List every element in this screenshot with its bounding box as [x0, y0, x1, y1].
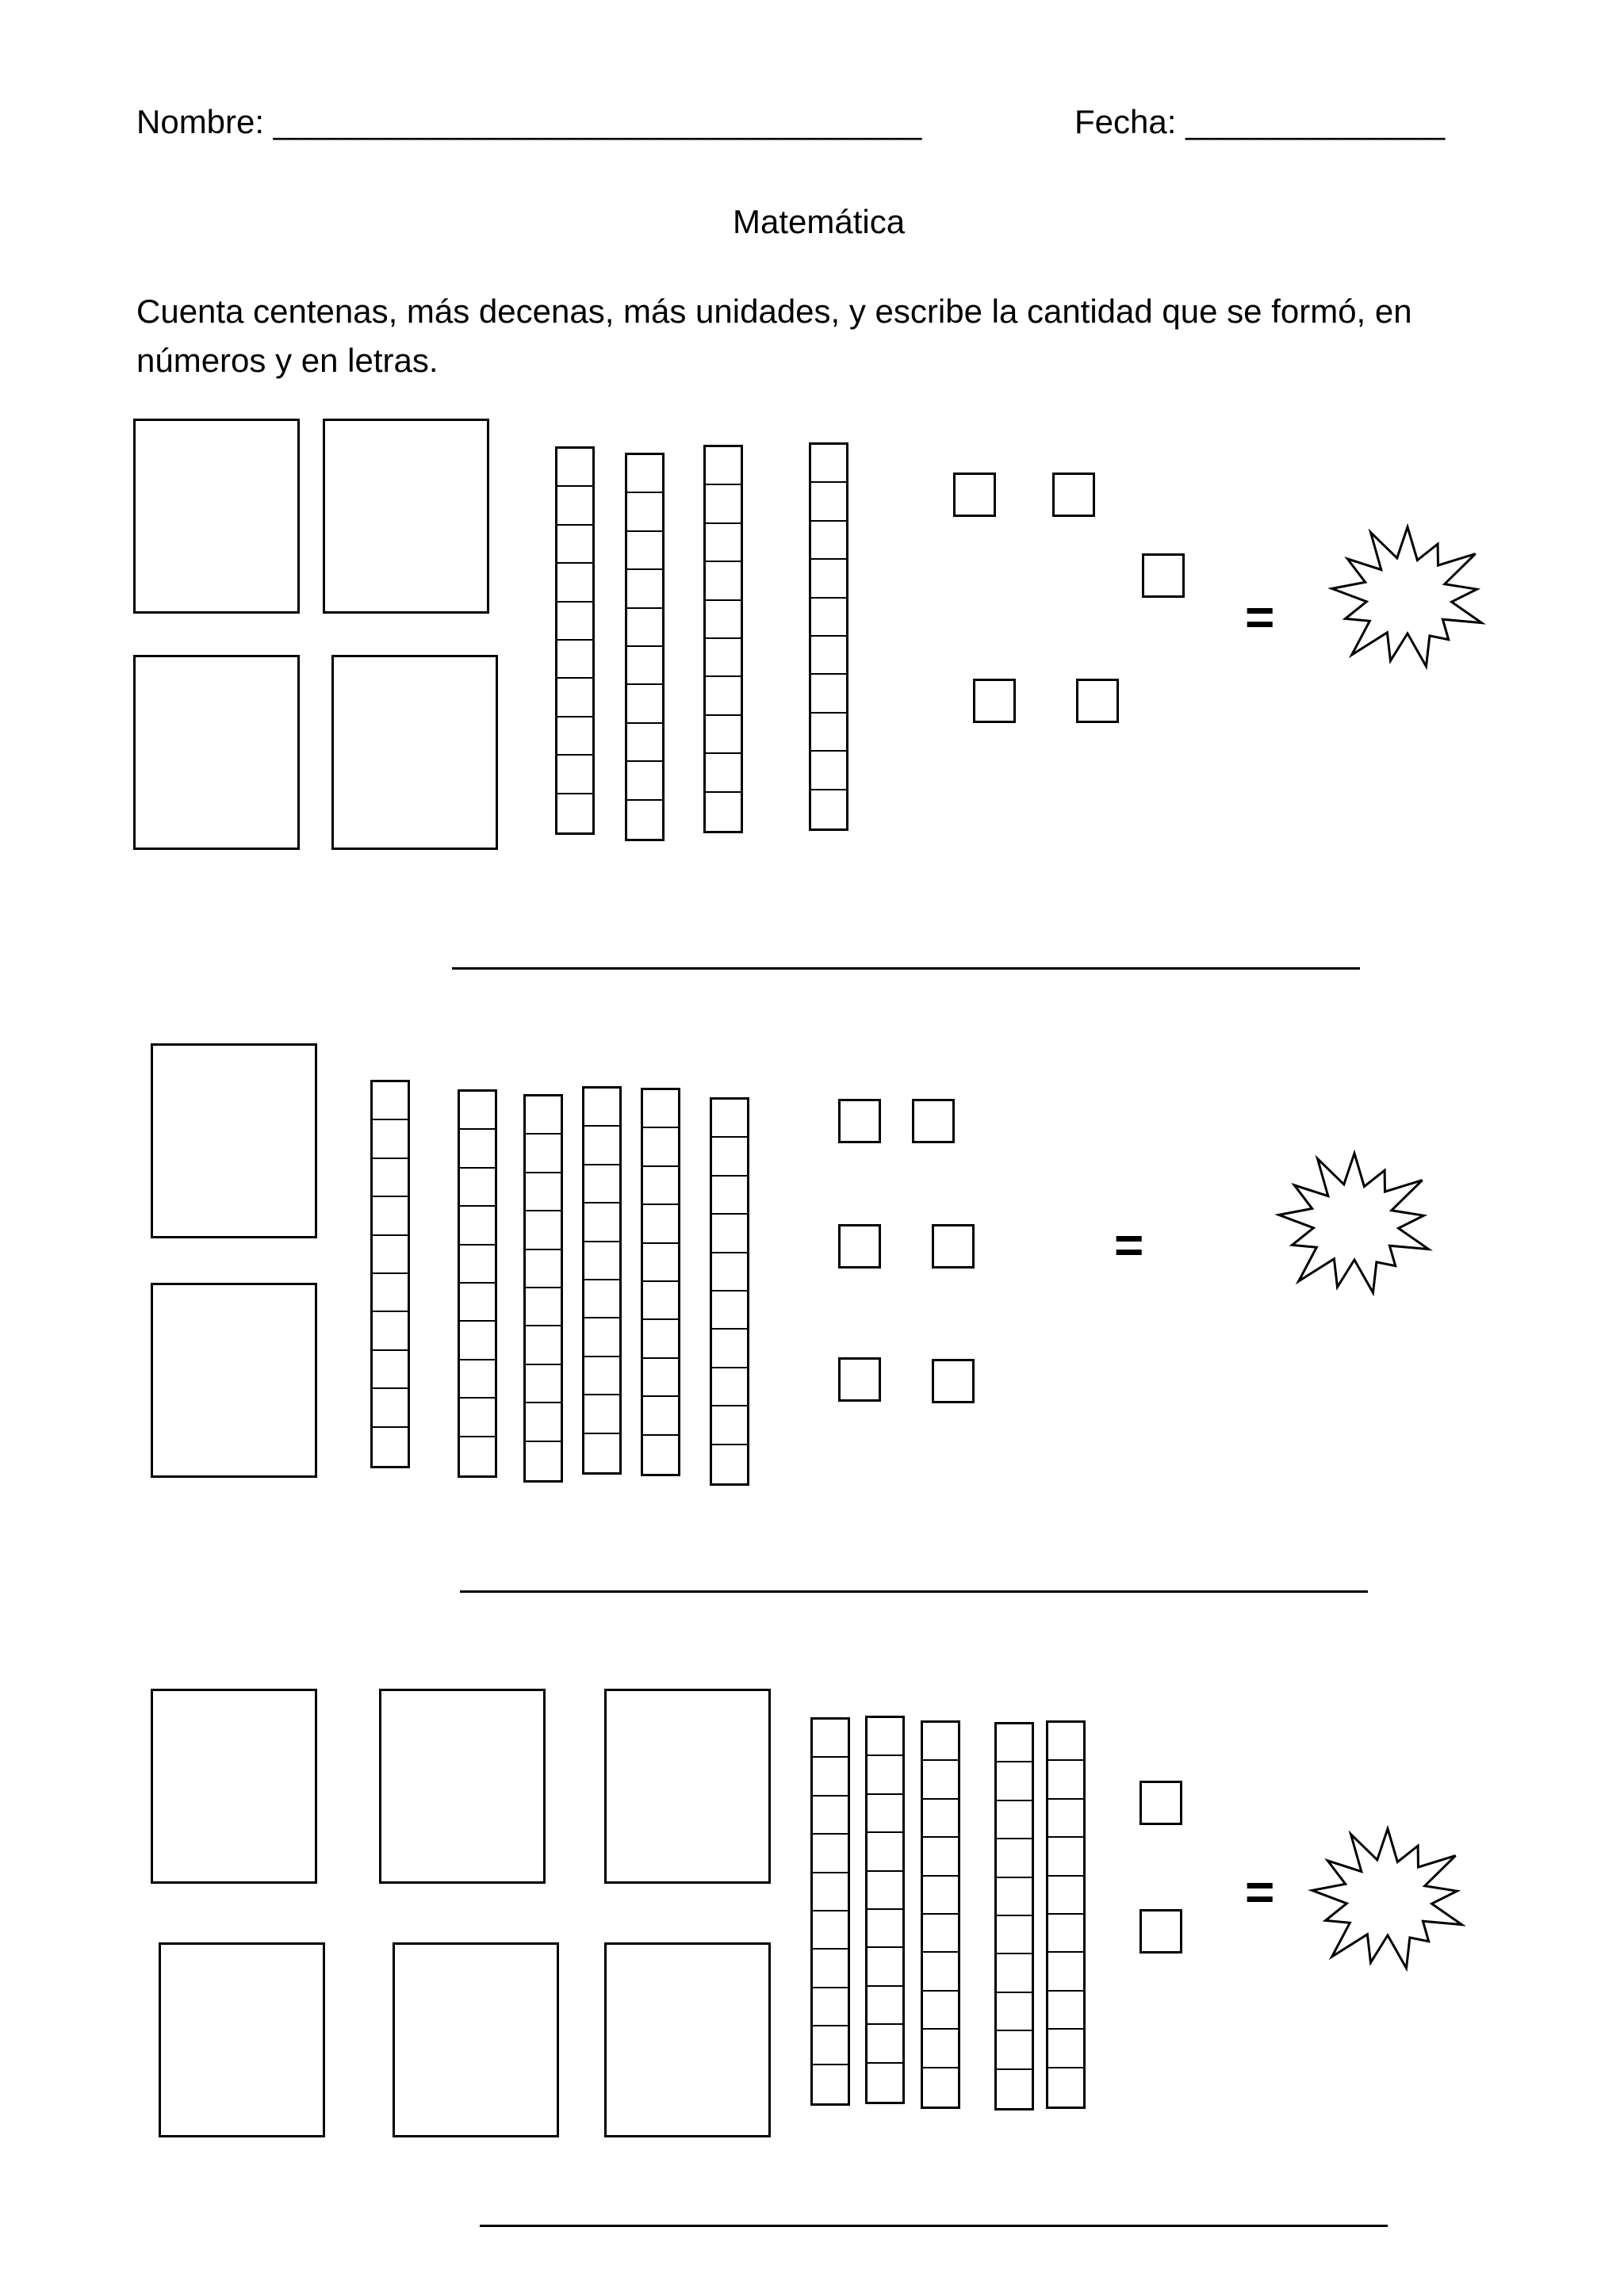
ten-rod-cell: [706, 754, 741, 792]
ten-rod: [458, 1089, 497, 1478]
ten-rod-cell: [712, 1330, 747, 1368]
ten-rod-cell: [643, 1397, 678, 1435]
ten-rod-cell: [584, 1434, 619, 1472]
hundred-block: [379, 1689, 546, 1884]
unit-cube: [1076, 679, 1119, 723]
ten-rod-cell: [460, 1360, 495, 1399]
ten-rod-cell: [557, 487, 592, 525]
ten-rod-cell: [811, 675, 846, 713]
ten-rod-cell: [712, 1292, 747, 1330]
ten-rod-cell: [813, 1873, 848, 1911]
hundred-block: [133, 655, 300, 850]
ten-rod-cell: [557, 449, 592, 487]
ten-rod-cell: [557, 794, 592, 832]
ten-rod-cell: [706, 639, 741, 677]
ten-rod-cell: [584, 1203, 619, 1242]
unit-cube: [1139, 1909, 1182, 1954]
ten-rod-cell: [584, 1089, 619, 1127]
ten-rod-cell: [712, 1368, 747, 1406]
ten-rod-cell: [813, 1950, 848, 1988]
ten-rod-cell: [627, 647, 662, 685]
ten-rod-cell: [811, 752, 846, 790]
ten-rod-cell: [813, 1988, 848, 2026]
ten-rod: [555, 446, 595, 835]
ten-rod-cell: [923, 1800, 958, 1838]
ten-rod-cell: [557, 603, 592, 641]
ten-rod-cell: [460, 1284, 495, 1322]
ten-rod-cell: [557, 718, 592, 756]
ten-rod-cell: [643, 1282, 678, 1320]
ten-rod-cell: [627, 801, 662, 839]
ten-rod-cell: [997, 1801, 1032, 1839]
hundred-block: [133, 419, 300, 614]
ten-rod-cell: [373, 1159, 408, 1197]
ten-rod-cell: [706, 485, 741, 523]
ten-rod-cell: [557, 564, 592, 602]
hundred-block: [331, 655, 498, 850]
ten-rod-cell: [813, 1835, 848, 1873]
ten-rod: [994, 1722, 1034, 2110]
ten-rod-cell: [1048, 1838, 1083, 1876]
ten-rod-cell: [868, 1910, 902, 1948]
ten-rod-cell: [584, 1318, 619, 1357]
ten-rod-cell: [373, 1312, 408, 1350]
ten-rod-cell: [997, 1993, 1032, 2031]
ten-rod-cell: [706, 793, 741, 831]
ten-rod-cell: [1048, 1800, 1083, 1838]
ten-rod-cell: [811, 522, 846, 560]
ten-rod-cell: [811, 445, 846, 483]
hundred-block: [159, 1942, 325, 2137]
ten-rod-cell: [712, 1100, 747, 1138]
ten-rod-cell: [997, 1916, 1032, 1954]
unit-cube: [838, 1357, 881, 1402]
ten-rod-cell: [813, 2065, 848, 2103]
answer-burst: [1320, 514, 1495, 680]
starburst-outline: [1332, 527, 1482, 667]
ten-rod-cell: [813, 1758, 848, 1796]
ten-rod-cell: [627, 493, 662, 531]
starburst-outline: [1279, 1154, 1429, 1293]
ten-rod-cell: [923, 1838, 958, 1876]
ten-rod-cell: [712, 1177, 747, 1215]
ten-rod-cell: [584, 1242, 619, 1280]
ten-rod-cell: [923, 1877, 958, 1915]
hundred-block: [151, 1689, 317, 1884]
ten-rod-cell: [460, 1092, 495, 1130]
instructions: Cuenta centenas, más decenas, más unidades, y escribe la cantidad que se formó, en números y en letras.: [136, 293, 1412, 379]
unit-cube: [973, 679, 1016, 723]
page-title: Matemática: [733, 203, 906, 240]
ten-rod-cell: [997, 1762, 1032, 1800]
equals-sign: =: [1114, 1216, 1144, 1273]
unit-cube: [1139, 1781, 1182, 1825]
answer-burst: [1267, 1140, 1442, 1307]
ten-rod: [710, 1097, 749, 1486]
ten-rod-cell: [584, 1395, 619, 1433]
answer-line[interactable]: [480, 2225, 1388, 2227]
ten-rod-cell: [460, 1322, 495, 1360]
ten-rod-cell: [706, 447, 741, 485]
hundred-block: [604, 1689, 771, 1884]
ten-rod-cell: [712, 1138, 747, 1176]
unit-cube: [1142, 553, 1185, 598]
ten-rod-cell: [373, 1236, 408, 1274]
ten-rod-cell: [643, 1128, 678, 1166]
ten-rod-cell: [712, 1215, 747, 1253]
ten-rod-cell: [526, 1442, 561, 1480]
ten-rod-cell: [643, 1359, 678, 1397]
ten-rod: [1046, 1720, 1086, 2109]
ten-rod: [809, 442, 848, 831]
hundred-block: [604, 1942, 771, 2137]
ten-rod-cell: [460, 1437, 495, 1475]
unit-cube: [1052, 473, 1095, 517]
ten-rod-cell: [643, 1167, 678, 1205]
ten-rod-cell: [811, 790, 846, 828]
unit-cube: [953, 473, 996, 517]
ten-rod-cell: [1048, 1723, 1083, 1761]
ten-rod-cell: [868, 2064, 902, 2102]
ten-rod: [865, 1716, 905, 2104]
ten-rod-cell: [706, 677, 741, 715]
ten-rod-cell: [460, 1246, 495, 1284]
ten-rod-cell: [460, 1169, 495, 1207]
ten-rod-cell: [1048, 1953, 1083, 1991]
hundred-block: [151, 1283, 317, 1478]
ten-rod-cell: [811, 483, 846, 521]
ten-rod-cell: [997, 1724, 1032, 1762]
ten-rod-cell: [1048, 1877, 1083, 1915]
ten-rod-cell: [460, 1207, 495, 1245]
ten-rod-cell: [868, 1872, 902, 1910]
ten-rod-cell: [706, 716, 741, 754]
ten-rod-cell: [706, 562, 741, 600]
ten-rod-cell: [868, 1718, 902, 1756]
hundred-block: [323, 419, 489, 614]
ten-rod-cell: [997, 1954, 1032, 1992]
ten-rod-cell: [868, 1795, 902, 1833]
unit-cube: [912, 1099, 955, 1143]
answer-line[interactable]: [460, 1590, 1368, 1593]
ten-rod-cell: [373, 1274, 408, 1312]
ten-rod-cell: [526, 1365, 561, 1403]
ten-rod-cell: [373, 1120, 408, 1158]
ten-rod-cell: [811, 637, 846, 675]
ten-rod-cell: [813, 1797, 848, 1835]
ten-rod: [582, 1086, 622, 1475]
ten-rod-cell: [373, 1351, 408, 1389]
unit-cube: [932, 1224, 975, 1269]
ten-rod-cell: [526, 1326, 561, 1364]
date-label: Fecha: ______________: [1074, 103, 1446, 140]
ten-rod-cell: [811, 714, 846, 752]
ten-rod-cell: [811, 560, 846, 598]
ten-rod-cell: [712, 1253, 747, 1292]
ten-rod-cell: [923, 2030, 958, 2068]
ten-rod-cell: [813, 2026, 848, 2064]
ten-rod-cell: [997, 1878, 1032, 1916]
ten-rod-cell: [526, 1403, 561, 1441]
equals-sign: =: [1245, 588, 1275, 645]
ten-rod-cell: [557, 756, 592, 794]
ten-rod-cell: [923, 1723, 958, 1761]
ten-rod-cell: [627, 455, 662, 493]
ten-rod-cell: [1048, 2030, 1083, 2068]
starburst-outline: [1312, 1829, 1462, 1969]
ten-rod-cell: [373, 1082, 408, 1120]
ten-rod-cell: [526, 1135, 561, 1173]
ten-rod-cell: [1048, 1915, 1083, 1953]
ten-rod-cell: [460, 1399, 495, 1437]
ten-rod-cell: [923, 1992, 958, 2030]
ten-rod-cell: [1048, 1992, 1083, 2030]
ten-rod-cell: [584, 1357, 619, 1395]
ten-rod-cell: [643, 1244, 678, 1282]
equals-sign: =: [1245, 1863, 1275, 1920]
ten-rod-cell: [643, 1436, 678, 1474]
ten-rod-cell: [643, 1205, 678, 1243]
ten-rod-cell: [813, 1720, 848, 1758]
ten-rod-cell: [557, 641, 592, 679]
ten-rod-cell: [868, 2025, 902, 2063]
ten-rod-cell: [868, 1756, 902, 1794]
ten-rod-cell: [643, 1320, 678, 1358]
ten-rod-cell: [584, 1127, 619, 1165]
ten-rod-cell: [460, 1130, 495, 1168]
ten-rod-cell: [557, 526, 592, 564]
ten-rod-cell: [706, 524, 741, 562]
ten-rod-cell: [706, 601, 741, 639]
ten-rod-cell: [923, 1761, 958, 1799]
ten-rod-cell: [373, 1428, 408, 1466]
ten-rod-cell: [627, 724, 662, 762]
ten-rod-cell: [584, 1165, 619, 1203]
ten-rod-cell: [526, 1288, 561, 1326]
ten-rod-cell: [712, 1406, 747, 1445]
ten-rod-cell: [997, 2031, 1032, 2069]
ten-rod-cell: [923, 2068, 958, 2107]
ten-rod: [810, 1717, 850, 2106]
ten-rod: [641, 1088, 680, 1476]
ten-rod-cell: [373, 1197, 408, 1235]
answer-burst: [1300, 1816, 1475, 1982]
ten-rod-cell: [997, 2070, 1032, 2108]
ten-rod-cell: [811, 599, 846, 637]
ten-rod-cell: [923, 1953, 958, 1991]
ten-rod: [370, 1080, 410, 1468]
ten-rod-cell: [627, 685, 662, 723]
ten-rod: [625, 453, 665, 841]
hundred-block: [151, 1043, 317, 1238]
ten-rod-cell: [643, 1090, 678, 1128]
ten-rod-cell: [627, 609, 662, 647]
ten-rod-cell: [868, 1833, 902, 1871]
ten-rod: [523, 1094, 563, 1483]
answer-line[interactable]: [452, 967, 1360, 970]
ten-rod-cell: [627, 532, 662, 570]
unit-cube: [838, 1224, 881, 1269]
ten-rod-cell: [627, 570, 662, 608]
ten-rod-cell: [557, 679, 592, 717]
ten-rod-cell: [526, 1250, 561, 1288]
ten-rod-cell: [923, 1915, 958, 1953]
ten-rod-cell: [526, 1173, 561, 1211]
ten-rod: [703, 445, 743, 833]
hundred-block: [393, 1942, 559, 2137]
ten-rod: [921, 1720, 960, 2109]
ten-rod-cell: [1048, 1761, 1083, 1799]
ten-rod-cell: [712, 1445, 747, 1483]
ten-rod-cell: [627, 762, 662, 800]
name-label: Nombre: ___________________________________: [136, 103, 922, 140]
ten-rod-cell: [813, 1911, 848, 1950]
ten-rod-cell: [868, 1948, 902, 1986]
unit-cube: [932, 1359, 975, 1403]
ten-rod-cell: [526, 1211, 561, 1249]
ten-rod-cell: [1048, 2068, 1083, 2107]
ten-rod-cell: [526, 1096, 561, 1135]
ten-rod-cell: [868, 1987, 902, 2025]
unit-cube: [838, 1099, 881, 1143]
ten-rod-cell: [373, 1389, 408, 1427]
ten-rod-cell: [584, 1280, 619, 1318]
ten-rod-cell: [997, 1839, 1032, 1877]
